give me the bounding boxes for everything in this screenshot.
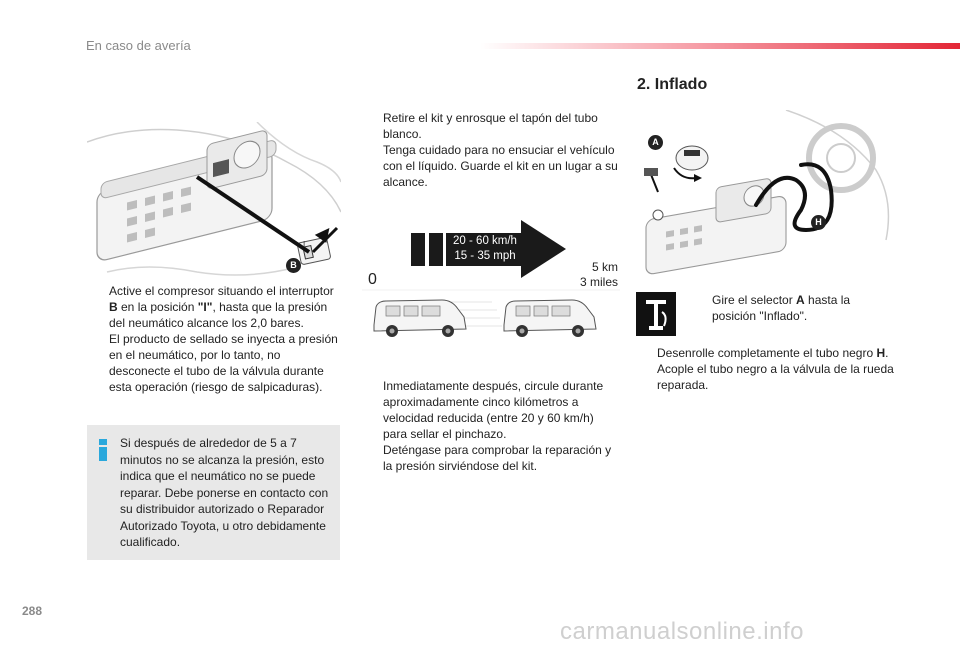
hose-instructions [637, 345, 897, 393]
compressor-switch-figure [87, 122, 341, 280]
info-text: Si después de alrededor de 5 a 7 minutos no se alcanza la presión, esto indica que el neumático no se puede reparar. Debe ponerse en contacto con su distribuidor autorizado o Reparador Autorizado Toyota, u otro debidamente cualificado. [120, 436, 329, 549]
page-number: 288 [22, 604, 43, 618]
remove-kit-instruction: Retire el kit y enrosque el tapón del tubo blanco. Tenga cuidado para no ensuciar el vehículo con el líquido. Guarde el kit en un lugar a su alcance. [383, 111, 618, 189]
chapter-title: En caso de avería [86, 38, 191, 53]
section-heading: 2. Inflado [637, 76, 708, 93]
distance-miles: 3 miles [579, 275, 618, 289]
inflation-figure [636, 110, 894, 280]
callout-h: H [811, 215, 826, 230]
check-step: Deténgase para comprobar la reparación y la presión sirviéndose del kit. [383, 443, 612, 473]
start-distance: 0 [368, 271, 377, 288]
speed-distance-figure [362, 212, 620, 344]
switch-position-label: I [303, 240, 306, 249]
info-box [87, 425, 340, 560]
watermark: carmanualsonline.info [560, 618, 804, 645]
callout-b: B [286, 258, 301, 273]
inflation-icon [636, 292, 676, 336]
selector-instruction: Gire el selector A hasta la posición "Inflado". [712, 293, 851, 323]
compressor-instruction: Active el compresor situando el interruptor B en la posición "I", hasta que la presión del neumático alcance los 2,0 bares. El producto de sellado se inyecta a presión en el neumático, por lo tanto, no desconecte el tubo de la válvula durante esta operación (riesgo de salpicaduras). [109, 284, 338, 394]
unroll-hose-step: Desenrolle completamente el tubo negro H. [657, 346, 889, 360]
distance-km: 5 km [591, 260, 618, 274]
drive-step: Inmediatamente después, circule durante aproximadamente cinco kilómetros a velocidad reducida (entre 20 y 60 km/h) para sellar el pinchazo. [383, 379, 604, 441]
attach-hose-step: Acople el tubo negro a la válvula de la rueda reparada. [657, 362, 894, 392]
info-icon [99, 439, 107, 461]
speed-mph: 15 - 35 mph [454, 250, 516, 262]
speed-kmh: 20 - 60 km/h [453, 235, 517, 247]
drive-instructions [363, 378, 621, 474]
callout-a: A [648, 135, 663, 150]
header-accent-bar [480, 43, 960, 49]
